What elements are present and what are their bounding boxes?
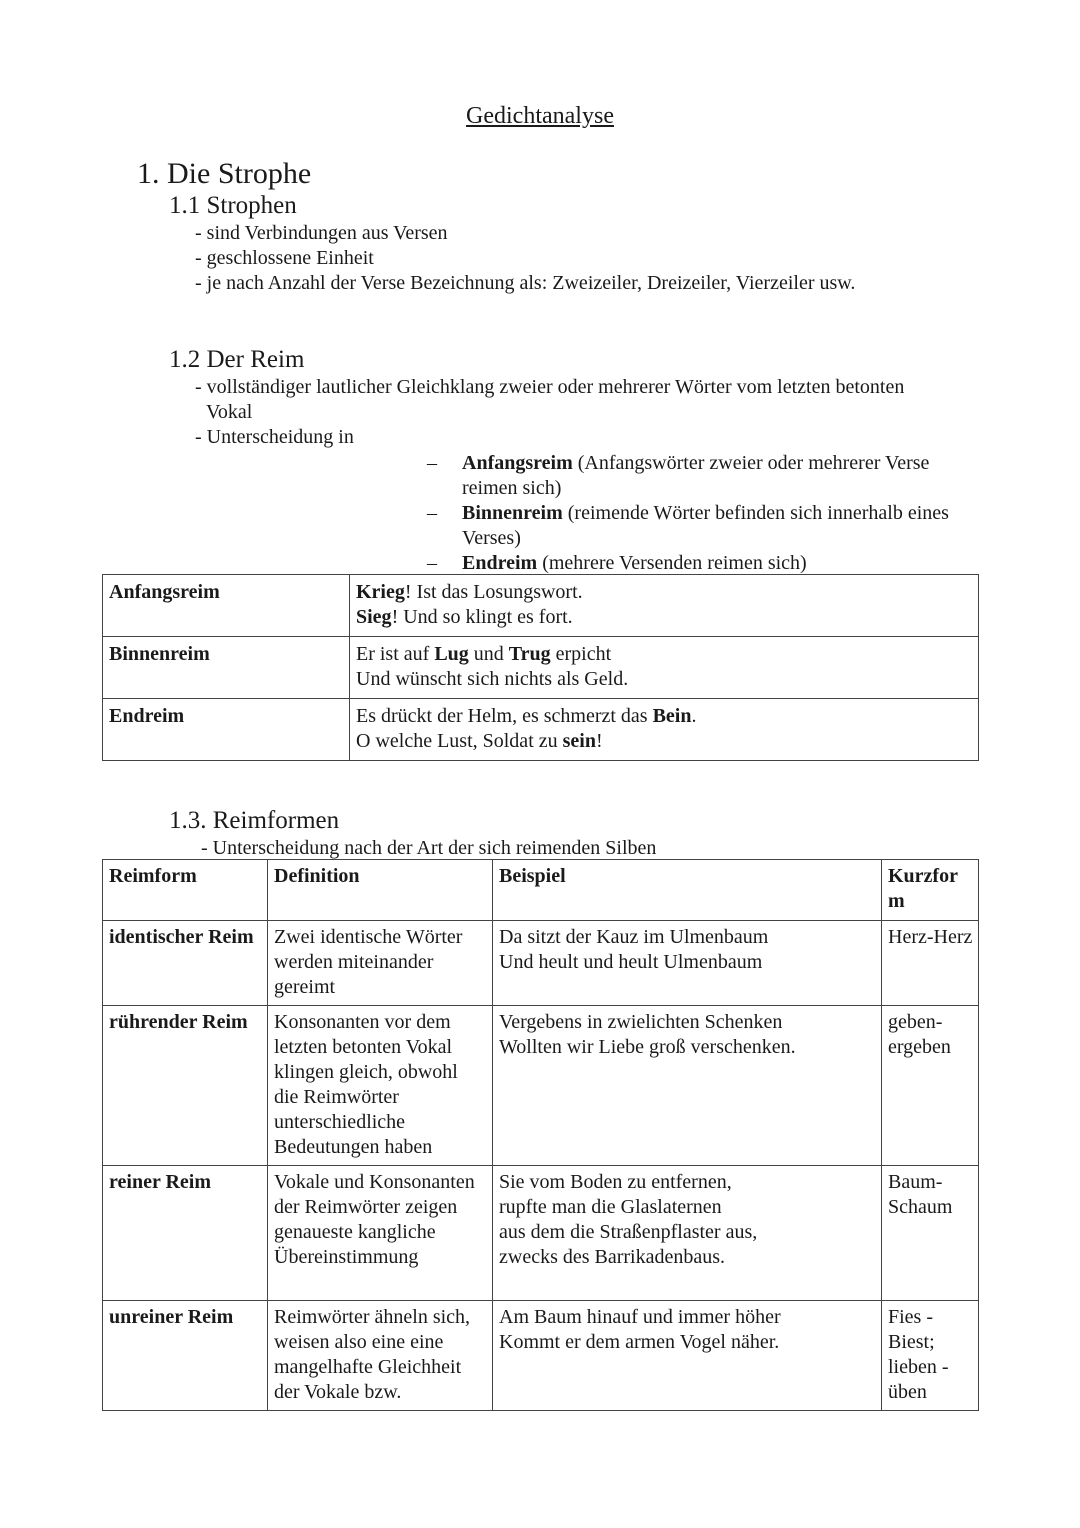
- table-cell-label: Anfangsreim: [103, 575, 350, 637]
- table-cell-example: Vergebens in zwielichten Schenken Wollten wir Liebe groß verschenken.: [493, 1006, 882, 1166]
- list-item: [427, 501, 987, 551]
- table-cell-form: identischer Reim: [103, 921, 268, 1006]
- subsection-heading-reimformen: 1.3. Reimformen: [169, 807, 340, 834]
- table-cell-definition: Vokale und Konsonanten der Reimwörter zeigen genaueste kangliche Übereinstimmung: [268, 1166, 493, 1301]
- table-row: [103, 1166, 979, 1301]
- table-row: [103, 1301, 979, 1411]
- table-cell-example: Am Baum hinauf und immer höher Kommt er dem armen Vogel näher.: [493, 1301, 882, 1411]
- list-item: [427, 451, 987, 501]
- table-cell-definition: Konsonanten vor dem letzten betonten Vokal klingen gleich, obwohl die Reimwörter unterschiedliche Bedeutungen haben: [268, 1006, 493, 1166]
- rhyme-type-term: Binnenreim: [462, 502, 563, 524]
- bullet-line: - Unterscheidung in: [195, 426, 354, 448]
- table-row: [103, 637, 979, 699]
- column-header: Beispiel: [493, 860, 882, 921]
- bullet-line: - sind Verbindungen aus Versen: [195, 222, 448, 244]
- column-header: Kurzfor m: [882, 860, 979, 921]
- table-cell-form: reiner Reim: [103, 1166, 268, 1301]
- table-cell-short: geben-ergeben: [882, 1006, 979, 1166]
- reimformen-bullet: - Unterscheidung nach der Art der sich reimenden Silben: [201, 837, 657, 859]
- bullet-line: - vollständiger lautlicher Gleichklang zweier oder mehrerer Wörter vom letzten betonten: [195, 376, 905, 398]
- table-cell-definition: Zwei identische Wörter werden miteinander gereimt: [268, 921, 493, 1006]
- column-header: Definition: [268, 860, 493, 921]
- table-header-row: [103, 860, 979, 921]
- table-cell-short: Baum-Schaum: [882, 1166, 979, 1301]
- table-row: [103, 1006, 979, 1166]
- table-row: [103, 699, 979, 761]
- table-cell-definition: Reimwörter ähneln sich, weisen also eine eine mangelhafte Gleichheit der Vokale bzw.: [268, 1301, 493, 1411]
- rhyme-type-term: Anfangsreim: [462, 452, 573, 474]
- table-cell-example: Es drückt der Helm, es schmerzt das Bein. O welche Lust, Soldat zu sein!: [350, 699, 979, 761]
- table-cell-short: Herz-Herz: [882, 921, 979, 1006]
- table-cell-label: Binnenreim: [103, 637, 350, 699]
- rhyme-type-description: (mehrere Versenden reimen sich): [537, 552, 807, 574]
- rhyme-type-term: Endreim: [462, 552, 538, 574]
- rhyme-type-description: (Anfangswörter zweier oder mehrerer Verse reimen sich): [462, 452, 930, 499]
- table-row: [103, 575, 979, 637]
- bullet-line: - geschlossene Einheit: [195, 247, 374, 269]
- table-cell-form: rührender Reim: [103, 1006, 268, 1166]
- rhyme-type-description: (reimende Wörter befinden sich innerhalb eines Verses): [462, 502, 949, 549]
- table-cell-example: Sie vom Boden zu entfernen, rupfte man die Glaslaternen aus dem die Straßenpflaster aus, zwecks des Barrikadenbaus.: [493, 1166, 882, 1301]
- rhyme-forms-table: [102, 859, 979, 1411]
- table-cell-form: unreiner Reim: [103, 1301, 268, 1411]
- column-header: Reimform: [103, 860, 268, 921]
- table-cell-short: Fies - Biest; lieben - üben: [882, 1301, 979, 1411]
- table-cell-example: Er ist auf Lug und Trug erpicht Und wünscht sich nichts als Geld.: [350, 637, 979, 699]
- list-item: [427, 551, 987, 576]
- document-title: Gedichtanalyse: [466, 103, 614, 129]
- strophen-bullets: [195, 221, 855, 296]
- table-cell-example: Krieg! Ist das Losungswort. Sieg! Und so klingt es fort.: [350, 575, 979, 637]
- reim-bullets: [195, 375, 904, 450]
- rhyme-types-list: [427, 451, 987, 576]
- section-heading-strophe: 1. Die Strophe: [137, 157, 312, 190]
- table-cell-label: Endreim: [103, 699, 350, 761]
- bullet-line: - je nach Anzahl der Verse Bezeichnung als: Zweizeiler, Dreizeiler, Vierzeiler usw.: [195, 272, 856, 294]
- subsection-heading-strophen: 1.1 Strophen: [169, 192, 297, 219]
- table-row: [103, 921, 979, 1006]
- rhyme-examples-table: [102, 574, 979, 761]
- bullet-line-continuation: Vokal: [206, 401, 253, 423]
- subsection-heading-reim: 1.2 Der Reim: [169, 346, 305, 373]
- table-cell-example: Da sitzt der Kauz im Ulmenbaum Und heult und heult Ulmenbaum: [493, 921, 882, 1006]
